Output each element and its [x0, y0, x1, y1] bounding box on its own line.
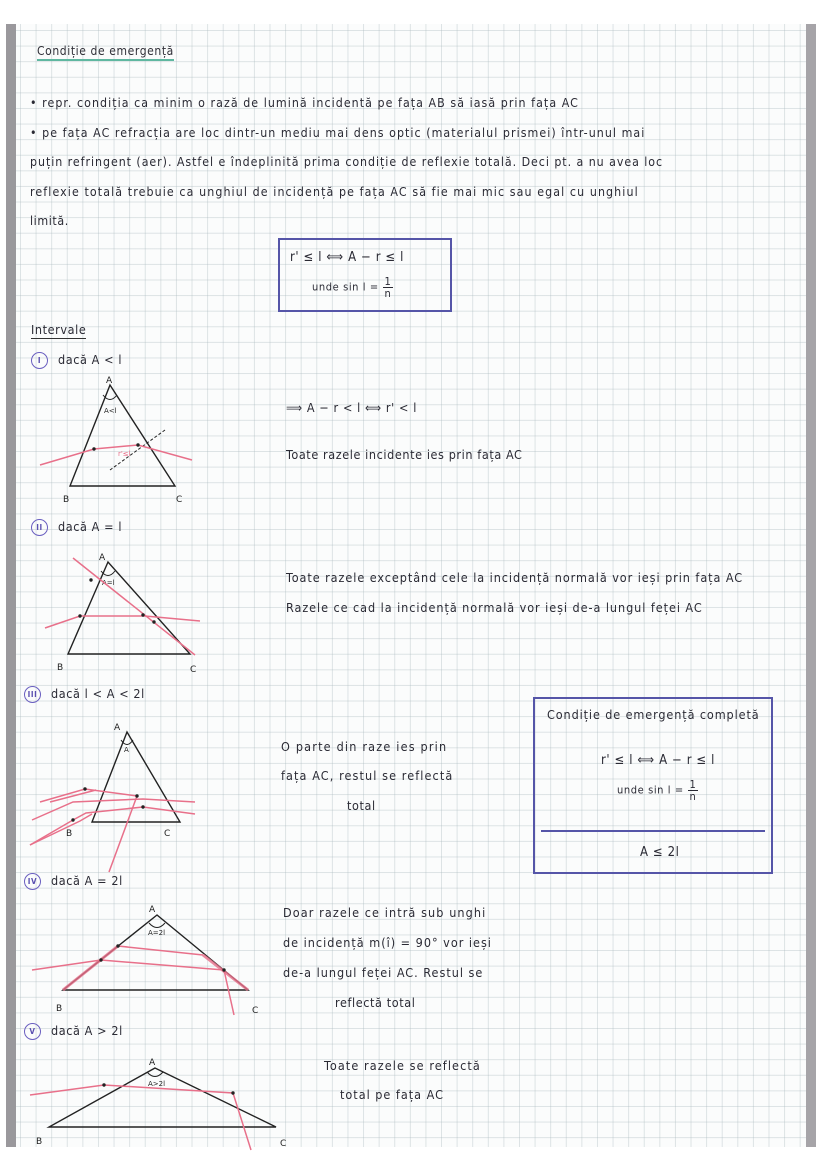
fraction-denominator: n — [689, 790, 697, 803]
numeral-circle-icon: IV — [24, 873, 41, 890]
interval-4-text-3: de-a lungul feței AC. Restul se — [283, 965, 484, 980]
vertex-a-label: A — [149, 905, 156, 915]
vertex-b-label: B — [66, 829, 73, 839]
interval-4-text-2: de incidență m(î) = 90° vor ieși — [283, 935, 492, 950]
vertex-c-label: C — [280, 1139, 287, 1149]
interval-4-condition — [24, 873, 123, 890]
complete-condition-line-2 — [617, 779, 698, 802]
intervals-heading — [31, 322, 86, 337]
interval-2-condition — [31, 519, 122, 536]
interval-3-text-2: fața AC, restul se reflectă — [281, 768, 454, 783]
prism-diagram-1 — [30, 376, 240, 505]
complete-condition-result: A ≤ 2l — [640, 845, 680, 860]
interval-3-text-3: total — [347, 798, 376, 813]
bullet-line-2: • pe fața AC refracția are loc dintr-un mediu mai dens optic (materialul prismei) într-unul mai — [30, 126, 646, 140]
scan-frame-left — [6, 24, 16, 1147]
angle-label: A=l — [102, 579, 115, 587]
vertex-a-label: A — [99, 553, 106, 563]
page-title-text: Condiție de emergență — [37, 44, 174, 61]
interval-1-text-1: ⟹ A − r < l ⟺ r' < l — [286, 400, 417, 415]
fraction-numerator: 1 — [689, 778, 697, 791]
vertex-b-label: B — [36, 1137, 43, 1147]
fraction — [688, 779, 699, 802]
condition-text: dacă l < A < 2l — [51, 686, 145, 701]
interval-5-text-2: total pe fața AC — [340, 1087, 444, 1102]
interval-5-text-1: Toate razele se reflectă — [324, 1058, 481, 1073]
vertex-b-label: B — [56, 1004, 63, 1014]
prism-diagram-3 — [30, 722, 230, 852]
numeral-circle-icon: II — [31, 519, 48, 536]
vertex-b-label: B — [57, 663, 64, 673]
bullet-line-1: • repr. condiția ca minim o rază de lumină incidentă pe fața AB să iasă prin fața AC — [30, 96, 579, 110]
numeral-circle-icon: I — [31, 352, 48, 369]
interval-1-condition — [31, 352, 122, 369]
vertex-c-label: C — [164, 829, 171, 839]
condition-text: dacă A > 2l — [51, 1023, 123, 1038]
condition-text: dacă A = l — [58, 519, 123, 534]
vertex-a-label: A — [149, 1058, 156, 1068]
interval-3-text-1: O parte din raze ies prin — [281, 739, 448, 754]
numeral-circle-icon: III — [24, 686, 41, 703]
interval-2-text-1: Toate razele exceptând cele la incidență normală vor ieși prin fața AC — [286, 570, 744, 585]
fraction-denominator: n — [384, 287, 392, 300]
box-divider — [541, 830, 765, 832]
bullet-line-5: limită. — [30, 214, 69, 228]
fraction-numerator: 1 — [384, 275, 392, 288]
prism-diagram-2 — [30, 553, 240, 675]
formula-line-1: r' ≤ l ⟺ A − r ≤ l — [290, 250, 405, 265]
prism-diagram-5 — [30, 1050, 300, 1150]
angle-label: A=2l — [148, 929, 166, 937]
interval-4-text-4: reflectă total — [335, 995, 416, 1010]
vertex-c-label: C — [190, 665, 197, 675]
page-title — [37, 44, 174, 58]
complete-condition-title: Condiție de emergență completă — [547, 707, 760, 722]
interval-3-condition — [24, 686, 145, 703]
angle-label: A<l — [104, 407, 117, 415]
interval-2-text-2: Razele ce cad la incidență normală vor ieși de-a lungul feței AC — [286, 600, 703, 615]
condition-text: dacă A = 2l — [51, 873, 123, 888]
formula-box — [278, 238, 452, 312]
condition-text: dacă A < l — [58, 352, 123, 367]
ray-label: r'≤l — [118, 450, 131, 458]
complete-condition-line-1: r' ≤ l ⟺ A − r ≤ l — [601, 753, 716, 768]
formula-prefix: unde sin l = — [312, 280, 379, 294]
interval-1-text-2: Toate razele incidente ies prin fața AC — [286, 447, 523, 462]
intervals-heading-text: Intervale — [31, 322, 87, 337]
vertex-c-label: C — [176, 495, 183, 505]
angle-label: A — [124, 746, 129, 754]
vertex-c-label: C — [252, 1006, 259, 1016]
interval-4-text-1: Doar razele ce intră sub unghi — [283, 905, 487, 920]
vertex-a-label: A — [106, 376, 113, 386]
bullet-line-3: puțin refringent (aer). Astfel e îndeplinită prima condiție de reflexie totală. Deci pt. a nu avea loc — [30, 155, 664, 169]
complete-condition-box — [533, 697, 773, 874]
formula-prefix: unde sin l = — [617, 783, 684, 797]
numeral-circle-icon: V — [24, 1023, 41, 1040]
vertex-b-label: B — [63, 495, 70, 505]
vertex-a-label: A — [114, 723, 121, 733]
interval-5-condition — [24, 1023, 123, 1040]
fraction — [383, 276, 394, 299]
scan-frame-right — [806, 24, 816, 1147]
prism-diagram-4 — [30, 900, 260, 1025]
bullet-line-4: reflexie totală trebuie ca unghiul de incidență pe fața AC să fie mai mic sau egal cu unghiul — [30, 185, 639, 199]
formula-line-2 — [312, 276, 393, 299]
angle-label: A>2l — [148, 1080, 166, 1088]
